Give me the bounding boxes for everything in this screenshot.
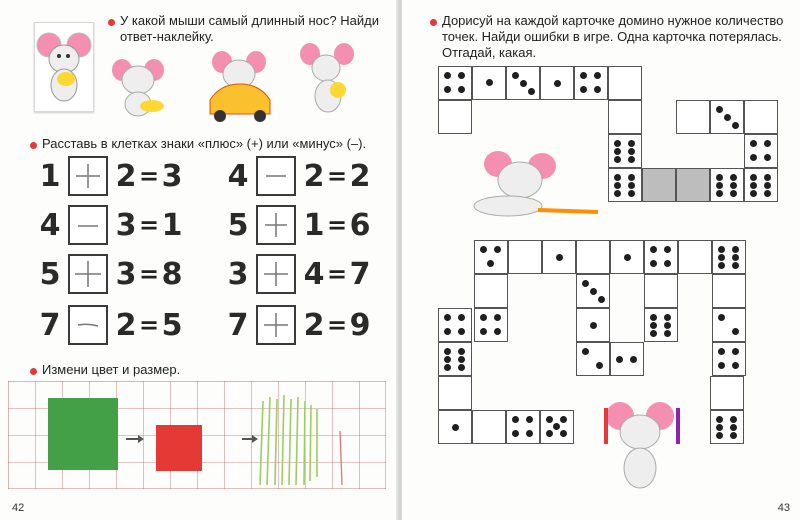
domino-half — [644, 240, 678, 274]
sign-box[interactable] — [68, 205, 108, 245]
domino-half — [540, 410, 574, 444]
sign-box[interactable] — [256, 305, 296, 345]
sign-box[interactable] — [256, 205, 296, 245]
equation-row — [226, 154, 372, 198]
mouse-with-pencils — [598, 398, 688, 496]
result: 7 — [349, 256, 371, 292]
result: 5 — [161, 307, 183, 343]
equals-sign: = — [326, 260, 348, 288]
mouse-with-pencil — [458, 150, 608, 222]
domino-half — [712, 240, 746, 274]
right-page — [402, 0, 800, 520]
domino-half-missing — [676, 168, 710, 202]
green-square — [48, 398, 118, 470]
domino-half — [608, 134, 642, 168]
operand-a: 1 — [39, 158, 61, 194]
result: 8 — [161, 256, 183, 292]
domino-half — [710, 100, 744, 134]
domino-half — [438, 376, 472, 410]
equals-sign: = — [326, 162, 348, 190]
equals-sign: = — [138, 162, 160, 190]
domino-half — [610, 240, 644, 274]
domino-half — [608, 100, 642, 134]
operand-b: 3 — [115, 207, 137, 243]
equation-row — [226, 203, 372, 247]
domino-half — [644, 308, 678, 342]
domino-half — [710, 410, 744, 444]
operand-b: 3 — [115, 256, 137, 292]
equation-row — [38, 303, 184, 347]
result: 1 — [161, 207, 183, 243]
result: 9 — [349, 307, 371, 343]
result: 6 — [349, 207, 371, 243]
task-bullet — [30, 368, 37, 375]
domino-half — [542, 240, 576, 274]
equals-sign: = — [326, 211, 348, 239]
equation-row — [38, 154, 184, 198]
page-number: 43 — [777, 502, 790, 514]
sticker-photo-mouse — [34, 22, 94, 112]
domino-half — [610, 342, 644, 376]
result: 2 — [349, 158, 371, 194]
equation-row — [226, 303, 372, 347]
equals-sign: = — [138, 311, 160, 339]
domino-half — [678, 240, 712, 274]
domino-half — [744, 100, 778, 134]
result: 3 — [161, 158, 183, 194]
operand-a: 5 — [227, 207, 249, 243]
domino-half — [644, 274, 678, 308]
red-square — [156, 425, 202, 471]
sign-box[interactable] — [68, 254, 108, 294]
domino-half — [438, 308, 472, 342]
yellow-toy-car — [210, 84, 270, 122]
domino-half-missing — [642, 168, 676, 202]
coloring-grid — [8, 381, 386, 489]
task1-text: У какой мыши самый длинный нос? Найди ответ-наклейку. — [120, 13, 379, 44]
operand-a: 4 — [227, 158, 249, 194]
equation-row — [38, 203, 184, 247]
domino-half — [506, 66, 540, 100]
domino-half — [574, 66, 608, 100]
domino-half — [576, 240, 610, 274]
domino-half — [712, 274, 746, 308]
domino-half — [474, 308, 508, 342]
mouse-with-cheese-3 — [300, 43, 354, 112]
operand-a: 7 — [39, 307, 61, 343]
operand-a: 4 — [39, 207, 61, 243]
operand-b: 1 — [303, 207, 325, 243]
task-bullet — [108, 19, 115, 26]
domino-half — [506, 410, 540, 444]
domino-half — [744, 134, 778, 168]
operand-b: 2 — [115, 307, 137, 343]
operand-a: 3 — [227, 256, 249, 292]
operand-b: 2 — [115, 158, 137, 194]
mouse-2 — [212, 51, 266, 88]
mice-illustrations — [110, 40, 380, 122]
domino-task-text: Дорисуй на каждой карточке домино нужное количество точек. Найди ошибки в игре. Одна карточка потерялась. Отгадай, какая. — [442, 13, 784, 60]
domino-half — [472, 66, 506, 100]
left-page — [0, 0, 398, 520]
domino-half — [576, 274, 610, 308]
domino-half — [508, 240, 542, 274]
mouse-with-cheese-1 — [112, 59, 164, 116]
domino-half — [710, 376, 744, 410]
operand-a: 5 — [39, 256, 61, 292]
domino-half — [608, 168, 642, 202]
equals-sign: = — [138, 211, 160, 239]
sign-box[interactable] — [68, 305, 108, 345]
domino-half — [474, 274, 508, 308]
operand-a: 7 — [227, 307, 249, 343]
domino-half — [712, 308, 746, 342]
page-number: 42 — [12, 502, 25, 514]
task2-text: Расставь в клетках знаки «плюс» (+) или «минус» (–). — [42, 136, 367, 151]
domino-half — [608, 66, 642, 100]
domino-half — [474, 240, 508, 274]
domino-half — [438, 66, 472, 100]
equation-row — [38, 252, 184, 296]
equals-sign: = — [138, 260, 160, 288]
task-bullet — [430, 19, 437, 26]
domino-half — [576, 342, 610, 376]
operand-b: 2 — [303, 307, 325, 343]
task3-text: Измени цвет и размер. — [42, 362, 181, 377]
domino-half — [710, 168, 744, 202]
domino-half — [472, 410, 506, 444]
domino-half — [438, 100, 472, 134]
domino-half — [576, 308, 610, 342]
sign-box[interactable] — [256, 254, 296, 294]
task-bullet — [30, 142, 37, 149]
equation-row — [226, 252, 372, 296]
domino-half — [540, 66, 574, 100]
equals-sign: = — [326, 311, 348, 339]
domino-half — [712, 342, 746, 376]
operand-b: 2 — [303, 158, 325, 194]
operand-b: 4 — [303, 256, 325, 292]
sign-box[interactable] — [68, 156, 108, 196]
sign-box[interactable] — [256, 156, 296, 196]
domino-half — [438, 410, 472, 444]
domino-half — [438, 342, 472, 376]
domino-half — [744, 168, 778, 202]
domino-half — [676, 100, 710, 134]
